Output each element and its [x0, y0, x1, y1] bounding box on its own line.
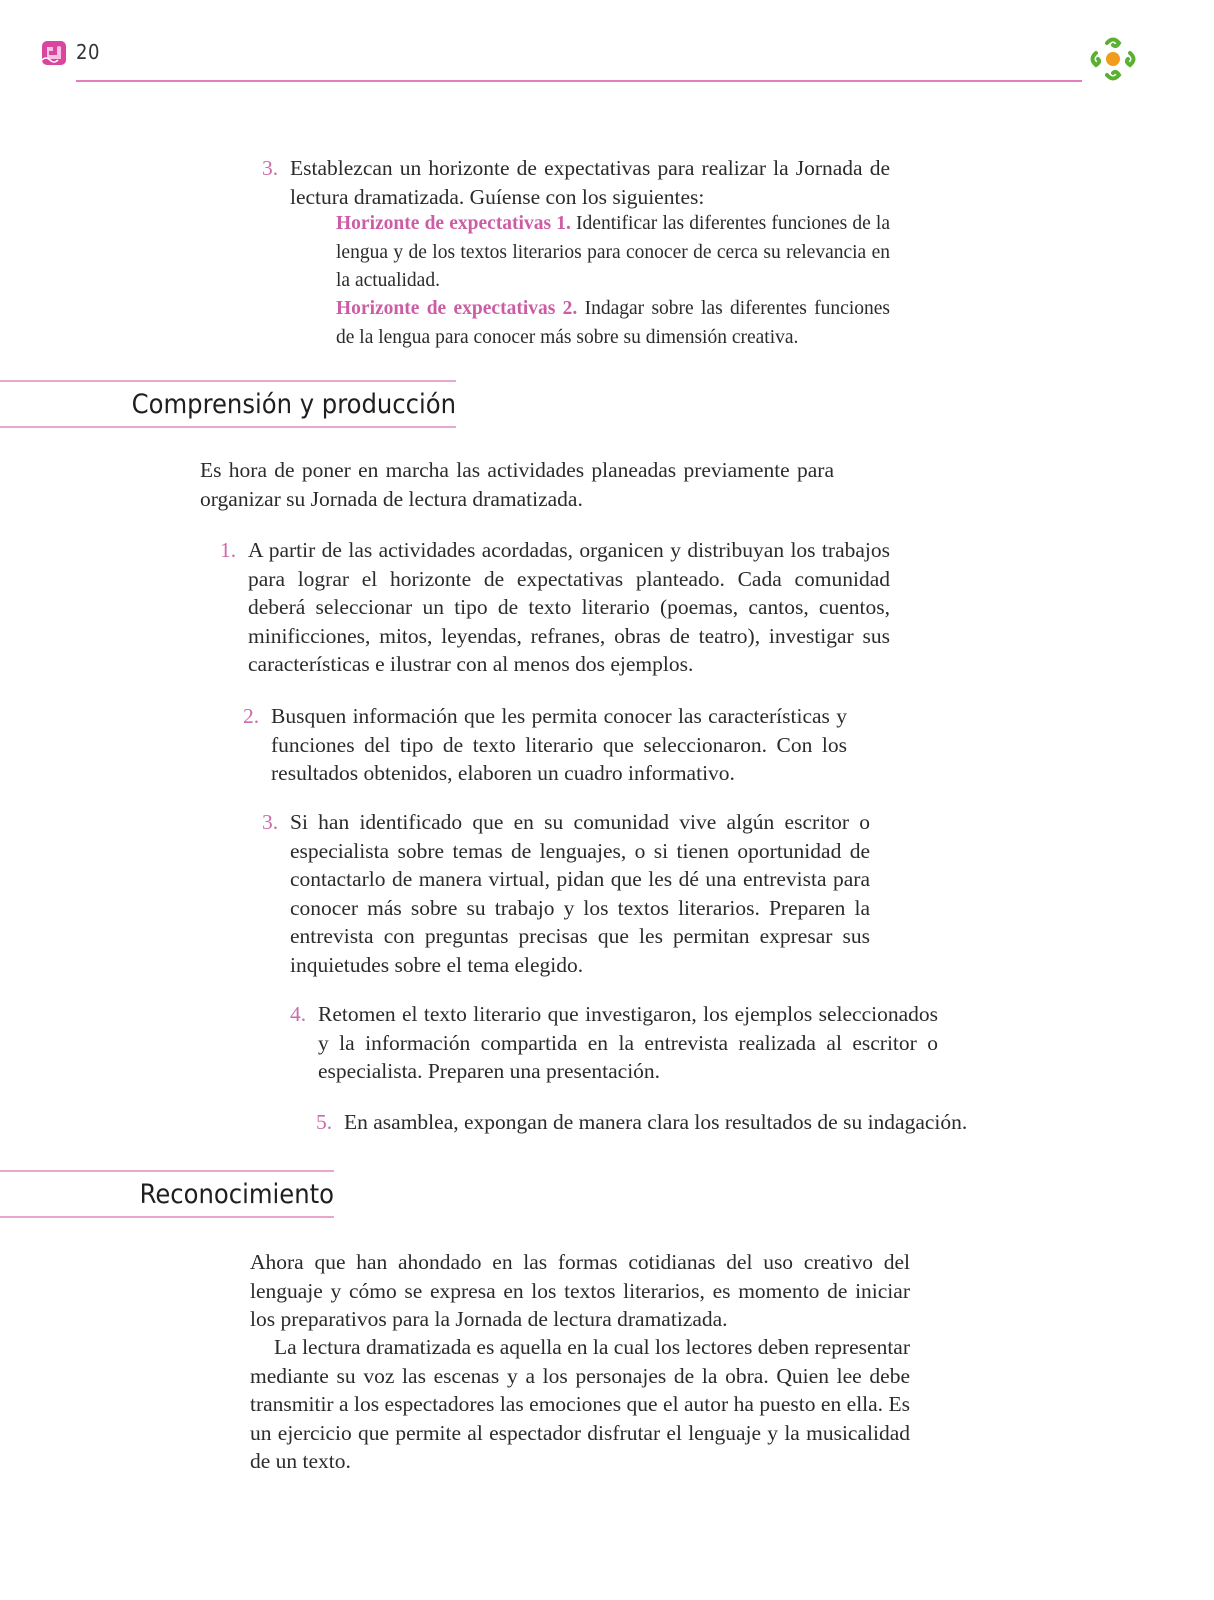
four-spirals-logo-icon [1085, 34, 1141, 84]
magenta-glyph-icon [39, 38, 69, 68]
horizon-text: Identificar las diferentes funciones de la lengua y de los textos literarios para conocer de cerca su relevancia en la actualidad. [336, 213, 890, 291]
header-rule [76, 80, 1082, 82]
item-text: En asamblea, expongan de manera clara los resultados de su indagación. [344, 1110, 968, 1134]
page-number: 20 [76, 40, 100, 64]
item-number: 4. [290, 1002, 307, 1026]
list-item [262, 808, 870, 979]
section2-paragraph: La lectura dramatizada es aquella en la cual los lectores deben representar mediante su voz las escenas y a los personajes de la obra. Quien lee debe transmitir a los espectadores las emociones que el autor ha puesto en ella. Es un ejercicio que permite al espectador disfrutar el lenguaje y la musicalidad de un texto. [250, 1335, 910, 1473]
section2-paragraph: Ahora que han ahondado en las formas cotidianas del uso creativo del lenguaje y cómo se expresa en los textos literarios, es momento de iniciar los preparativos para la Jornada de lectura dramatizada. [250, 1250, 910, 1331]
item-number: 3. [262, 810, 279, 834]
list-item [290, 1000, 938, 1086]
item-text: Busquen información que les permita conocer las características y funciones del tipo de texto literario que seleccionaron. Con los resultados obtenidos, elaboren un cuadro informativo. [271, 704, 847, 785]
horizon-1 [336, 210, 890, 296]
intro-item [262, 154, 890, 211]
section-heading-comprension [0, 380, 456, 428]
item-text: Establezcan un horizonte de expectativas para realizar la Jornada de lectura dramatizada. Guíense con los siguientes: [290, 156, 890, 209]
item-number: 2. [243, 704, 260, 728]
list-item [243, 702, 847, 788]
section1-intro: Es hora de poner en marcha las actividades planeadas previamente para organizar su Jornada de lectura dramatizada. [200, 458, 834, 511]
horizon-2 [336, 295, 890, 352]
horizon-text: Indagar sobre las diferentes funciones de la lengua para conocer más sobre su dimensión creativa. [336, 298, 890, 348]
item-text: Retomen el texto literario que investigaron, los ejemplos seleccionados y la información compartida en la entrevista realizada al escritor o especialista. Preparen una presentación. [318, 1002, 938, 1083]
item-text: A partir de las actividades acordadas, organicen y distribuyan los trabajos para lograr el horizonte de expectativas planteado. Cada comunidad deberá seleccionar un tipo de texto literario (poemas, cantos, cuentos, minificciones, mitos, leyendas, refranes, obras de teatro), investigar sus características e ilustrar con al menos dos ejemplos. [248, 538, 890, 676]
horizon-label: Horizonte de expectativas 2. [336, 298, 578, 319]
horizon-label: Horizonte de expectativas 1. [336, 213, 571, 234]
item-text: Si han identificado que en su comunidad vive algún escritor o especialista sobre temas de lenguajes, o si tienen oportunidad de contactarlo de manera virtual, pidan que les dé una entrevista para conocer más sobre su trabajo y los textos literarios. Preparen la entrevista con preguntas precisas que les permitan expresar sus inquietudes sobre el tema elegido. [290, 810, 870, 977]
section-title: Reconocimiento [139, 1178, 334, 1210]
list-item [220, 536, 890, 679]
item-number: 5. [316, 1110, 333, 1134]
item-number: 3. [262, 156, 279, 180]
item-number: 1. [220, 538, 237, 562]
section-heading-reconocimiento [0, 1170, 334, 1218]
section-title: Comprensión y producción [131, 388, 456, 420]
list-item [316, 1108, 1006, 1137]
